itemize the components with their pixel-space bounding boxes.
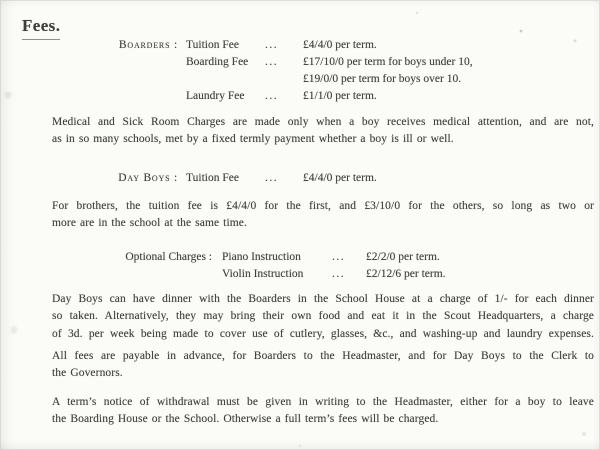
paragraph-line: of 3d. per week being made to cover use of cutlery, glasses, &c., and washing-up and laundry expenses. xyxy=(52,327,594,340)
paragraph-line: Medical and Sick Room Charges are made only when a boy receives medical attention, and are not, xyxy=(52,116,594,128)
paragraph-line: the Governors. xyxy=(52,367,123,380)
page-title: Fees. xyxy=(22,16,60,40)
fee-amount: £2/2/0 per term. xyxy=(366,251,440,263)
leader-dots: ... xyxy=(332,251,346,263)
fee-amount: £4/4/0 per term. xyxy=(303,172,377,184)
withdrawal-notice-paragraph xyxy=(52,394,594,429)
boarders-fee-table xyxy=(0,38,600,108)
fee-amount: £2/12/6 per term. xyxy=(366,268,446,280)
paragraph-line: A term’s notice of withdrawal must be given in writing to the Headmaster, either for a boy to leave xyxy=(52,396,594,408)
paragraph-line: as in so many schools, met by a fixed termly payment whether a boy is ill or well. xyxy=(52,133,454,146)
fee-row xyxy=(0,89,600,106)
paragraph-line: the Boarding House or the School. Otherwise a full term’s fees will be charged. xyxy=(52,413,439,426)
brothers-discount-paragraph xyxy=(52,198,594,233)
fee-amount: £4/4/0 per term. xyxy=(303,39,377,51)
fee-group-label: Boarders : xyxy=(118,39,178,51)
fee-amount: £19/0/0 per term for boys over 10. xyxy=(303,73,462,85)
paragraph-line: All fees are payable in advance, for Boarders to the Headmaster, and for Day Boys to the Clerk to xyxy=(52,350,594,362)
day-boys-fee-table xyxy=(0,171,600,189)
paragraph-line: Day Boys can have dinner with the Boarders in the School House at a charge of 1/- for each dinner xyxy=(52,293,594,305)
fee-name: Violin Instruction xyxy=(222,268,304,280)
leader-dots: ... xyxy=(265,39,279,51)
fee-amount: £17/10/0 per term for boys under 10, xyxy=(303,56,473,68)
medical-charges-paragraph xyxy=(52,114,594,149)
fee-row xyxy=(0,171,600,188)
fee-row xyxy=(0,72,600,89)
fee-name: Laundry Fee xyxy=(186,90,245,102)
fee-row xyxy=(0,250,600,267)
fee-row xyxy=(0,38,600,55)
leader-dots: ... xyxy=(265,90,279,102)
day-boys-dinner-paragraph xyxy=(52,291,594,343)
leader-dots: ... xyxy=(265,56,279,68)
leader-dots: ... xyxy=(265,172,279,184)
fee-amount: £1/1/0 per term. xyxy=(303,90,377,102)
fee-row xyxy=(0,267,600,284)
fee-name: Tuition Fee xyxy=(186,39,239,51)
fee-name: Piano Instruction xyxy=(222,251,301,263)
fee-name: Boarding Fee xyxy=(186,56,249,68)
paragraph-line: so taken. Alternatively, they may bring their own food and eat it in the Scout Headquarters, a charge xyxy=(52,310,594,323)
paragraph-line: For brothers, the tuition fee is £4/4/0 for the first, and £3/10/0 for the others, so long as two or xyxy=(52,200,594,212)
optional-charges-table xyxy=(0,250,600,286)
fees-payable-paragraph xyxy=(52,348,594,383)
paragraph-line: more are in the school at the same time. xyxy=(52,217,247,230)
fee-row xyxy=(0,55,600,72)
fee-group-label: Day Boys : xyxy=(118,172,178,184)
fee-name: Tuition Fee xyxy=(186,172,239,184)
fee-group-label: Optional Charges : xyxy=(125,251,212,263)
leader-dots: ... xyxy=(332,268,346,280)
